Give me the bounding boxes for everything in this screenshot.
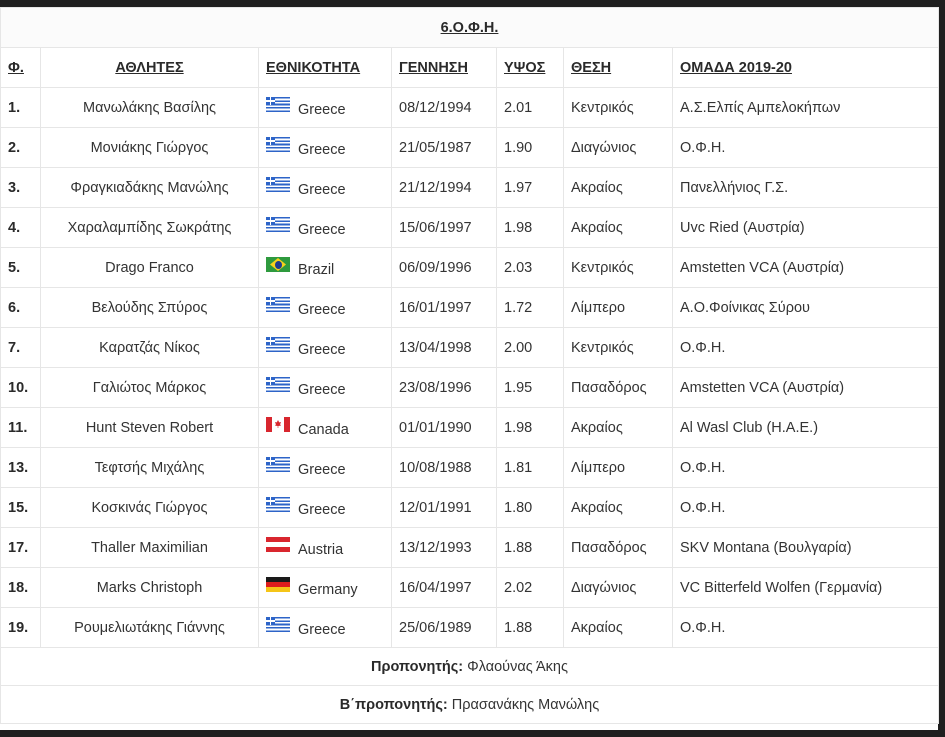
player-position: Κεντρικός <box>564 248 673 288</box>
player-position: Λίμπερο <box>564 448 673 488</box>
player-country: Canada <box>298 422 349 438</box>
player-position: Πασαδόρος <box>564 368 673 408</box>
player-position: Κεντρικός <box>564 328 673 368</box>
player-number: 19. <box>1 608 41 648</box>
player-nationality <box>259 368 392 408</box>
table-row <box>1 448 939 488</box>
player-number: 10. <box>1 368 41 408</box>
player-nationality <box>259 408 392 448</box>
player-birth: 21/12/1994 <box>392 168 497 208</box>
player-height: 1.88 <box>497 528 564 568</box>
player-position: Ακραίος <box>564 168 673 208</box>
player-birth: 08/12/1994 <box>392 88 497 128</box>
assistant-coach-cell <box>1 686 939 724</box>
header-num: Φ. <box>1 48 41 88</box>
header-athletes: ΑΘΛΗΤΕΣ <box>41 48 259 88</box>
player-nationality <box>259 88 392 128</box>
table-row <box>1 88 939 128</box>
player-team: Amstetten VCA (Αυστρία) <box>673 248 939 288</box>
table-row <box>1 128 939 168</box>
player-team: Ο.Φ.Η. <box>673 608 939 648</box>
canada-flag-icon <box>266 417 290 432</box>
player-name: Χαραλαμπίδης Σωκράτης <box>41 208 259 248</box>
greece-flag-icon <box>266 177 290 192</box>
player-position: Διαγώνιος <box>564 568 673 608</box>
header-height: ΥΨΟΣ <box>497 48 564 88</box>
player-height: 2.03 <box>497 248 564 288</box>
greece-flag-icon <box>266 217 290 232</box>
player-name: Φραγκιαδάκης Μανώλης <box>41 168 259 208</box>
player-height: 1.80 <box>497 488 564 528</box>
player-name: Hunt Steven Robert <box>41 408 259 448</box>
player-country: Brazil <box>298 262 335 278</box>
player-name: Μανωλάκης Βασίλης <box>41 88 259 128</box>
table-row <box>1 288 939 328</box>
header-position: ΘΕΣΗ <box>564 48 673 88</box>
player-country: Greece <box>298 102 346 118</box>
player-height: 1.88 <box>497 608 564 648</box>
assistant-coach-name: Πρασανάκης Μανώλης <box>451 696 600 713</box>
player-number: 13. <box>1 448 41 488</box>
player-height: 2.00 <box>497 328 564 368</box>
player-number: 4. <box>1 208 41 248</box>
header-team: ΟΜΑΔΑ 2019-20 <box>673 48 939 88</box>
austria-flag-icon <box>266 537 290 552</box>
player-country: Austria <box>298 542 344 558</box>
player-team: Α.Σ.Ελπίς Αμπελοκήπων <box>673 88 939 128</box>
table-row <box>1 608 939 648</box>
player-country: Greece <box>298 222 346 238</box>
player-country: Greece <box>298 182 346 198</box>
germany-flag-icon <box>266 577 290 592</box>
greece-flag-icon <box>266 497 290 512</box>
roster-body <box>1 88 939 648</box>
player-name: Thaller Maximilian <box>41 528 259 568</box>
table-row <box>1 568 939 608</box>
table-row <box>1 368 939 408</box>
player-number: 5. <box>1 248 41 288</box>
player-height: 1.97 <box>497 168 564 208</box>
player-nationality <box>259 248 392 288</box>
player-number: 1. <box>1 88 41 128</box>
player-nationality <box>259 288 392 328</box>
player-team: VC Bitterfeld Wolfen (Γερμανία) <box>673 568 939 608</box>
player-number: 7. <box>1 328 41 368</box>
player-name: Ρουμελιωτάκης Γιάννης <box>41 608 259 648</box>
player-birth: 15/06/1997 <box>392 208 497 248</box>
player-nationality <box>259 448 392 488</box>
player-name: Βελούδης Σπύρος <box>41 288 259 328</box>
player-birth: 21/05/1987 <box>392 128 497 168</box>
player-country: Germany <box>298 582 358 598</box>
table-title: 6.Ο.Φ.Η. <box>1 8 939 48</box>
header-row <box>1 48 939 88</box>
greece-flag-icon <box>266 457 290 472</box>
player-height: 1.95 <box>497 368 564 408</box>
player-team: Ο.Φ.Η. <box>673 488 939 528</box>
greece-flag-icon <box>266 337 290 352</box>
player-name: Marks Christoph <box>41 568 259 608</box>
player-birth: 01/01/1990 <box>392 408 497 448</box>
player-position: Κεντρικός <box>564 88 673 128</box>
coach-row <box>1 648 939 686</box>
player-team: Α.Ο.Φοίνικας Σύρου <box>673 288 939 328</box>
player-team: Uvc Ried (Αυστρία) <box>673 208 939 248</box>
greece-flag-icon <box>266 97 290 112</box>
title-row <box>1 8 939 48</box>
player-position: Ακραίος <box>564 408 673 448</box>
player-name: Κοσκινάς Γιώργος <box>41 488 259 528</box>
brazil-flag-icon <box>266 257 290 272</box>
greece-flag-icon <box>266 297 290 312</box>
greece-flag-icon <box>266 377 290 392</box>
player-position: Ακραίος <box>564 488 673 528</box>
player-number: 15. <box>1 488 41 528</box>
player-height: 1.81 <box>497 448 564 488</box>
player-number: 17. <box>1 528 41 568</box>
player-birth: 10/08/1988 <box>392 448 497 488</box>
player-number: 6. <box>1 288 41 328</box>
player-country: Greece <box>298 382 346 398</box>
greece-flag-icon <box>266 137 290 152</box>
player-country: Greece <box>298 302 346 318</box>
player-country: Greece <box>298 342 346 358</box>
player-height: 2.01 <box>497 88 564 128</box>
player-nationality <box>259 128 392 168</box>
header-birth: ΓΕΝΝΗΣΗ <box>392 48 497 88</box>
player-height: 2.02 <box>497 568 564 608</box>
coach-name: Φλαούνας Άκης <box>467 658 568 675</box>
player-country: Greece <box>298 622 346 638</box>
table-row <box>1 248 939 288</box>
player-country: Greece <box>298 462 346 478</box>
assistant-coach-label: Β΄προπονητής: <box>339 696 448 713</box>
player-position: Διαγώνιος <box>564 128 673 168</box>
table-row <box>1 168 939 208</box>
player-team: Ο.Φ.Η. <box>673 128 939 168</box>
player-birth: 23/08/1996 <box>392 368 497 408</box>
player-birth: 12/01/1991 <box>392 488 497 528</box>
player-height: 1.90 <box>497 128 564 168</box>
table-row <box>1 208 939 248</box>
header-nationality: ΕΘΝΙΚΟΤΗΤΑ <box>259 48 392 88</box>
roster-table <box>0 7 939 724</box>
player-nationality <box>259 608 392 648</box>
player-name: Καρατζάς Νίκος <box>41 328 259 368</box>
player-birth: 16/04/1997 <box>392 568 497 608</box>
player-height: 1.98 <box>497 208 564 248</box>
player-position: Πασαδόρος <box>564 528 673 568</box>
player-number: 18. <box>1 568 41 608</box>
player-height: 1.72 <box>497 288 564 328</box>
player-team: Al Wasl Club (Η.Α.Ε.) <box>673 408 939 448</box>
player-name: Τεφτσής Μιχάλης <box>41 448 259 488</box>
table-row <box>1 528 939 568</box>
table-row <box>1 488 939 528</box>
player-nationality <box>259 528 392 568</box>
player-birth: 25/06/1989 <box>392 608 497 648</box>
player-birth: 13/12/1993 <box>392 528 497 568</box>
coach-cell <box>1 648 939 686</box>
player-name: Μονιάκης Γιώργος <box>41 128 259 168</box>
player-position: Ακραίος <box>564 608 673 648</box>
table-row <box>1 328 939 368</box>
assistant-coach-row <box>1 686 939 724</box>
player-birth: 06/09/1996 <box>392 248 497 288</box>
player-number: 2. <box>1 128 41 168</box>
greece-flag-icon <box>266 617 290 632</box>
player-nationality <box>259 328 392 368</box>
player-team: Amstetten VCA (Αυστρία) <box>673 368 939 408</box>
player-name: Γαλιώτος Μάρκος <box>41 368 259 408</box>
player-birth: 16/01/1997 <box>392 288 497 328</box>
player-position: Λίμπερο <box>564 288 673 328</box>
coach-label: Προπονητής: <box>371 658 464 675</box>
player-height: 1.98 <box>497 408 564 448</box>
player-team: Ο.Φ.Η. <box>673 328 939 368</box>
player-position: Ακραίος <box>564 208 673 248</box>
player-country: Greece <box>298 502 346 518</box>
table-row <box>1 408 939 448</box>
player-nationality <box>259 488 392 528</box>
player-team: Ο.Φ.Η. <box>673 448 939 488</box>
player-nationality <box>259 168 392 208</box>
player-nationality <box>259 208 392 248</box>
player-birth: 13/04/1998 <box>392 328 497 368</box>
player-team: Πανελλήνιος Γ.Σ. <box>673 168 939 208</box>
player-name: Drago Franco <box>41 248 259 288</box>
player-team: SKV Montana (Βουλγαρία) <box>673 528 939 568</box>
player-number: 11. <box>1 408 41 448</box>
player-number: 3. <box>1 168 41 208</box>
player-country: Greece <box>298 142 346 158</box>
player-nationality <box>259 568 392 608</box>
